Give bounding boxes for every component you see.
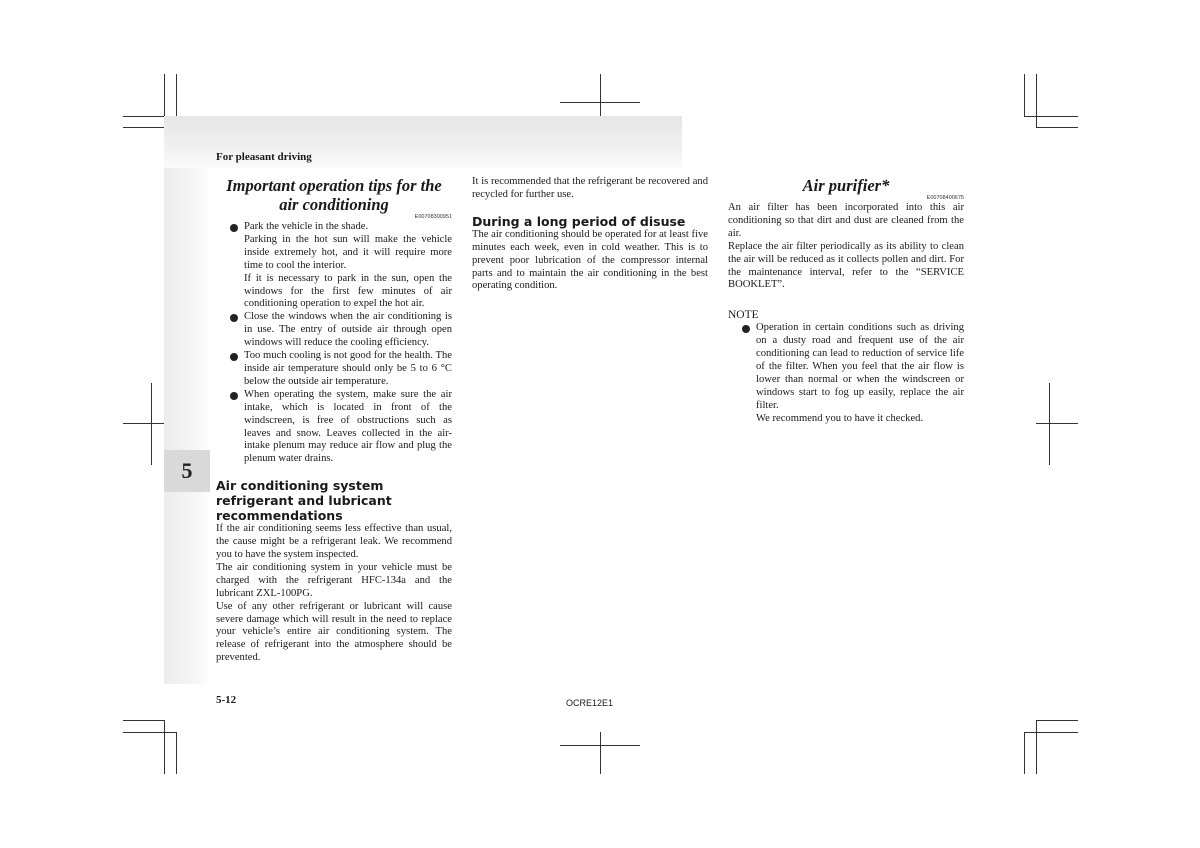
list-item: [216, 311, 452, 350]
page-number: 5-12: [216, 694, 237, 706]
list-item-text: We recommend you to have it checked.: [756, 412, 924, 424]
disuse-text: The air conditioning should be operated for at least five minutes each week, even in cold weather. This is to prevent poor lubrication of the compressor internal parts and to maintain the air conditioning in the best operating condition.: [472, 228, 708, 292]
air-purifier-title: Air purifier*: [802, 176, 890, 195]
left-column: [216, 176, 452, 665]
list-item-text: Park the vehicle in the shade.: [244, 221, 369, 232]
bullet-icon: [742, 325, 750, 333]
list-item: [728, 322, 964, 425]
refrigerant-heading: Air conditioning system refrigerant and lubricant recommendations: [216, 478, 392, 524]
paragraph: An air filter has been incorporated into this air conditioning so that dirt and dust are cleaned from the air.: [728, 202, 964, 239]
right-column: [728, 176, 964, 426]
list-item-text: Too much cooling is not good for the health. The inside air temperature should only be 5 to 6 °C below the outside air temperature.: [244, 350, 452, 387]
paragraph: Use of any other refrigerant or lubricant will cause severe damage which will result in the need to replace your vehicle’s entire air conditioning system. The release of refrigerant into the atmosphere should be prevented.: [216, 600, 452, 664]
bullet-icon: [230, 224, 238, 232]
disuse-heading: During a long period of disuse: [472, 213, 686, 229]
chapter-number: 5: [164, 450, 210, 492]
note-label: NOTE: [728, 309, 759, 322]
list-item: [216, 221, 452, 311]
paragraph: The air conditioning system in your vehicle must be charged with the refrigerant HFC-134a and the lubricant ZXL-100PG.: [216, 561, 452, 599]
bullet-icon: [230, 353, 238, 361]
middle-column: [472, 176, 708, 293]
paragraph: If the air conditioning seems less effective than usual, the cause might be a refrigerant leak. We recommend you to have the system inspected.: [216, 523, 452, 561]
list-item: [216, 350, 452, 389]
recycle-text: It is recommended that the refrigerant be recovered and recycled for further use.: [472, 176, 708, 200]
air-purifier-code: E00708400675: [926, 195, 964, 201]
list-item-text: When operating the system, make sure the air intake, which is located in front of the windscreen, is free of obstructions such as leaves and snow. Leaves collected in the air-intake plenum may reduce air flow and plug the plenum water drains.: [244, 388, 452, 465]
ac-tips-list: [216, 221, 452, 466]
paragraph: Replace the air filter periodically as its ability to clean the air will be reduced as it collects pollen and dirt. For the maintenance interval, refer to the “SERVICE BOOKLET”.: [728, 240, 964, 291]
list-item: [216, 389, 452, 466]
bullet-icon: [230, 314, 238, 322]
list-item-text: If it is necessary to park in the sun, open the windows for the first few minutes of air conditioning operation to expel the hot air.: [244, 272, 452, 310]
section-title: For pleasant driving: [216, 151, 312, 163]
ac-tips-code: E00708300951: [414, 214, 452, 220]
list-item-text: Close the windows when the air conditioning is in use. The entry of outside air through open windows will reduce the cooling efficiency.: [244, 311, 452, 349]
chapter-side-tab: [164, 168, 210, 684]
refrigerant-body: [216, 523, 452, 665]
ac-tips-title: Important operation tips for the air conditioning: [226, 176, 442, 214]
note-list: [728, 322, 964, 425]
list-item-text: Operation in certain conditions such as driving on a dusty road and frequent use of the air conditioning can lead to reduction of service life of the filter. When you feel that the air flow is lower than normal or when the windscreen or windows start to fog up easily, replace the air filter.: [756, 322, 964, 411]
list-item-text: Parking in the hot sun will make the vehicle inside extremely hot, and it will require more time to cool the interior.: [244, 233, 452, 271]
air-purifier-body: [728, 202, 964, 292]
doc-code: OCRE12E1: [566, 698, 614, 708]
bullet-icon: [230, 392, 238, 400]
